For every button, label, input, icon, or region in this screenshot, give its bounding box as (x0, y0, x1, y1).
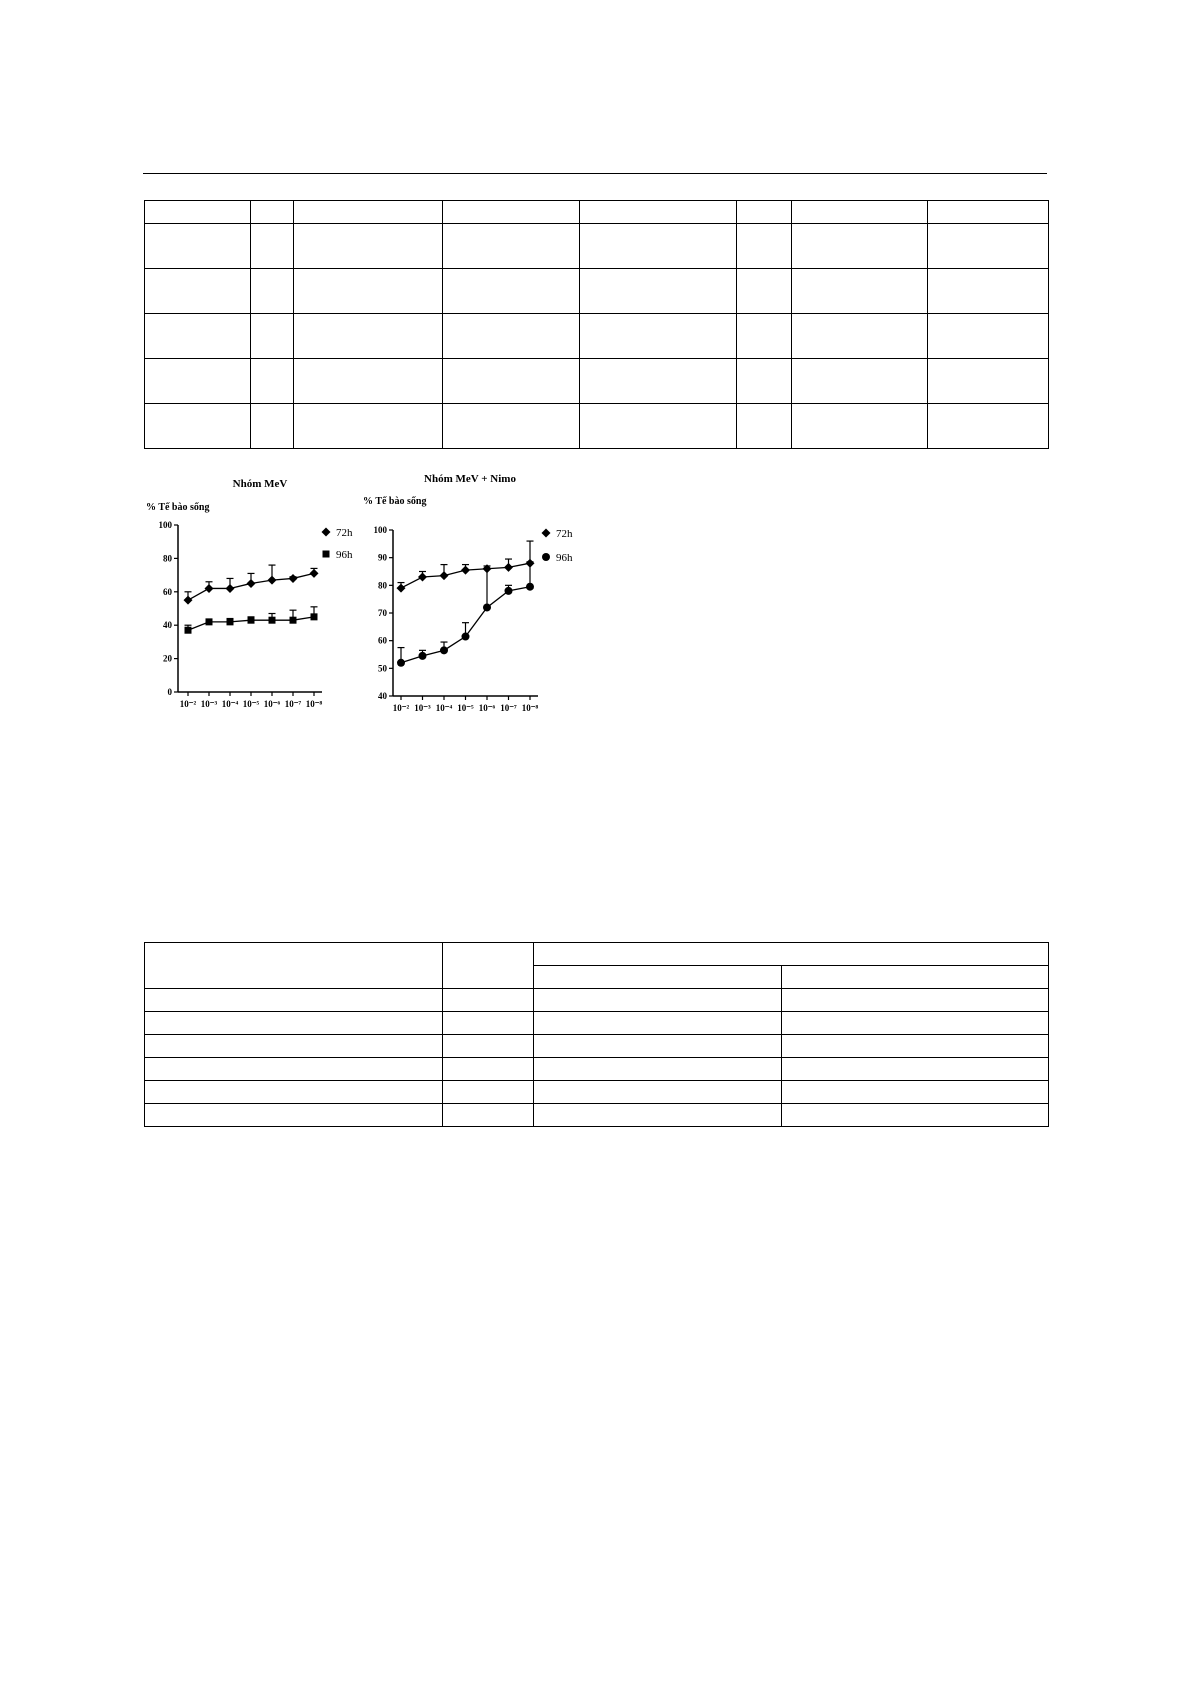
chart-title: Nhóm MeV + Nimo (424, 473, 516, 485)
table-cell (782, 1104, 1049, 1127)
data-point (226, 584, 235, 593)
legend-marker (322, 528, 331, 537)
y-tick-label: 0 (167, 687, 172, 697)
table-cell (145, 201, 251, 224)
table-cell (294, 359, 443, 404)
table-cell (145, 224, 251, 269)
table-cell (145, 1035, 443, 1058)
table-cell (928, 359, 1049, 404)
y-tick-label: 80 (378, 580, 387, 591)
table-cell (782, 1081, 1049, 1104)
table-cell (580, 359, 737, 404)
y-tick-label: 50 (378, 663, 387, 674)
table-cell (534, 1035, 782, 1058)
data-point (397, 584, 406, 593)
table-cell (580, 201, 737, 224)
legend-label: 72h (336, 527, 353, 539)
x-tick-label: 10⁻⁴ (221, 699, 239, 709)
x-tick-label: 10⁻³ (200, 699, 218, 709)
table-cell (443, 404, 580, 449)
table-cell (145, 1081, 443, 1104)
table-cell (294, 269, 443, 314)
table-row (145, 224, 1049, 269)
x-tick-label: 10⁻⁵ (242, 699, 260, 709)
table-row (145, 359, 1049, 404)
table-cell (251, 404, 294, 449)
table-cell (443, 314, 580, 359)
table-cell (928, 404, 1049, 449)
table-cell (443, 224, 580, 269)
y-axis-label: % Tế bào sống (146, 502, 210, 513)
table-cell (443, 989, 534, 1012)
table-cell (251, 314, 294, 359)
legend-label: 96h (336, 549, 353, 561)
x-tick-label: 10⁻⁷ (500, 703, 517, 713)
table-cell (145, 1058, 443, 1081)
table-cell (145, 989, 443, 1012)
chart-mev (140, 470, 360, 720)
data-point (397, 659, 405, 667)
table-cell (251, 269, 294, 314)
table-cell (737, 359, 792, 404)
table-cell (782, 989, 1049, 1012)
table-cell (737, 314, 792, 359)
table-cell (928, 269, 1049, 314)
table-cell (251, 359, 294, 404)
table-cell (928, 224, 1049, 269)
y-tick-label: 20 (163, 653, 172, 664)
x-tick-label: 10⁻⁸ (521, 703, 539, 713)
data-point (505, 587, 513, 595)
table-cell (792, 404, 928, 449)
x-tick-label: 10⁻³ (414, 703, 431, 713)
table-cell (145, 1012, 443, 1035)
data-point (461, 566, 470, 575)
table-cell (534, 1081, 782, 1104)
table-cell (443, 1104, 534, 1127)
data-point (268, 576, 277, 585)
data-point (483, 603, 491, 611)
data-point (289, 574, 298, 583)
table-cell (145, 314, 251, 359)
legend-marker (542, 553, 550, 561)
table-cell (792, 224, 928, 269)
table-cell (534, 989, 782, 1012)
x-tick-label: 10⁻⁵ (457, 703, 474, 713)
x-tick-label: 10⁻⁶ (478, 703, 496, 713)
table-row (145, 404, 1049, 449)
table-cell (580, 314, 737, 359)
chart-title: Nhóm MeV (232, 478, 288, 490)
data-point (206, 618, 213, 625)
table-cell (782, 1035, 1049, 1058)
table-cell (294, 314, 443, 359)
y-tick-label: 70 (378, 608, 387, 618)
table-cell (443, 1012, 534, 1035)
table-cell (443, 269, 580, 314)
y-axis-label: % Tế bào sống (363, 496, 427, 507)
y-tick-label: 40 (163, 620, 172, 631)
table-cell (534, 1012, 782, 1035)
table-cell (792, 314, 928, 359)
table-row (145, 1012, 1049, 1035)
table-cell (792, 359, 928, 404)
table-cell (792, 269, 928, 314)
table-cell (145, 404, 251, 449)
y-tick-label: 60 (163, 586, 172, 597)
y-tick-label: 100 (158, 520, 172, 530)
data-point (290, 617, 297, 624)
x-tick-label: 10⁻⁶ (263, 699, 281, 709)
table-cell (443, 201, 580, 224)
table-cell (145, 1104, 443, 1127)
table-row (145, 269, 1049, 314)
table-row (145, 1058, 1049, 1081)
header-rule (143, 173, 1047, 174)
legend-label: 96h (556, 552, 573, 564)
table-cell (294, 224, 443, 269)
x-tick-label: 10⁻⁴ (435, 703, 453, 713)
chart-mev-nimo (355, 468, 590, 720)
table-cell (443, 943, 534, 989)
x-tick-label: 10⁻⁷ (284, 699, 302, 709)
table-cell (294, 404, 443, 449)
data-table-2 (144, 942, 1049, 1127)
legend-label: 72h (556, 528, 573, 540)
data-point (185, 627, 192, 634)
data-point (419, 652, 427, 660)
table-row (145, 943, 1049, 966)
table-cell (580, 224, 737, 269)
table-cell (737, 404, 792, 449)
data-point (418, 573, 427, 582)
table-cell (580, 404, 737, 449)
data-point (311, 613, 318, 620)
table-cell (737, 269, 792, 314)
table-cell (443, 359, 580, 404)
table-cell (928, 314, 1049, 359)
table-cell (443, 1081, 534, 1104)
data-point (462, 633, 470, 641)
table-cell (534, 1104, 782, 1127)
table-cell (782, 1012, 1049, 1035)
table-cell (737, 224, 792, 269)
y-tick-label: 100 (373, 525, 387, 535)
table-cell (443, 1058, 534, 1081)
data-point (205, 584, 214, 593)
table-cell (782, 1058, 1049, 1081)
data-point (184, 596, 193, 605)
data-point (440, 646, 448, 654)
data-point (227, 618, 234, 625)
data-table-1 (144, 200, 1049, 449)
table-cell (534, 1058, 782, 1081)
data-point (526, 583, 534, 591)
table-row (145, 1104, 1049, 1127)
table-cell (928, 201, 1049, 224)
table-cell (534, 966, 782, 989)
table-cell (145, 943, 443, 989)
x-tick-label: 10⁻⁸ (305, 699, 323, 709)
table-header-row (145, 201, 1049, 224)
table-cell (145, 269, 251, 314)
y-tick-label: 60 (378, 635, 387, 646)
legend-marker (323, 551, 330, 558)
table-cell (534, 943, 1049, 966)
y-tick-label: 40 (378, 691, 387, 701)
table-cell (294, 201, 443, 224)
table-cell (737, 201, 792, 224)
data-point (247, 579, 256, 588)
table-cell (443, 1035, 534, 1058)
table-row (145, 314, 1049, 359)
data-point (504, 563, 513, 572)
data-point (310, 569, 319, 578)
table-row (145, 1081, 1049, 1104)
table-cell (782, 966, 1049, 989)
y-tick-label: 80 (163, 553, 172, 564)
table-row (145, 1035, 1049, 1058)
table-cell (251, 201, 294, 224)
table-cell (145, 359, 251, 404)
table-cell (251, 224, 294, 269)
table-cell (580, 269, 737, 314)
data-point (248, 617, 255, 624)
legend-marker (542, 529, 551, 538)
y-tick-label: 90 (378, 552, 387, 563)
table-cell (792, 201, 928, 224)
data-point (440, 571, 449, 580)
x-tick-label: 10⁻² (392, 703, 410, 713)
x-tick-label: 10⁻² (179, 699, 197, 709)
table-row (145, 989, 1049, 1012)
data-point (269, 617, 276, 624)
